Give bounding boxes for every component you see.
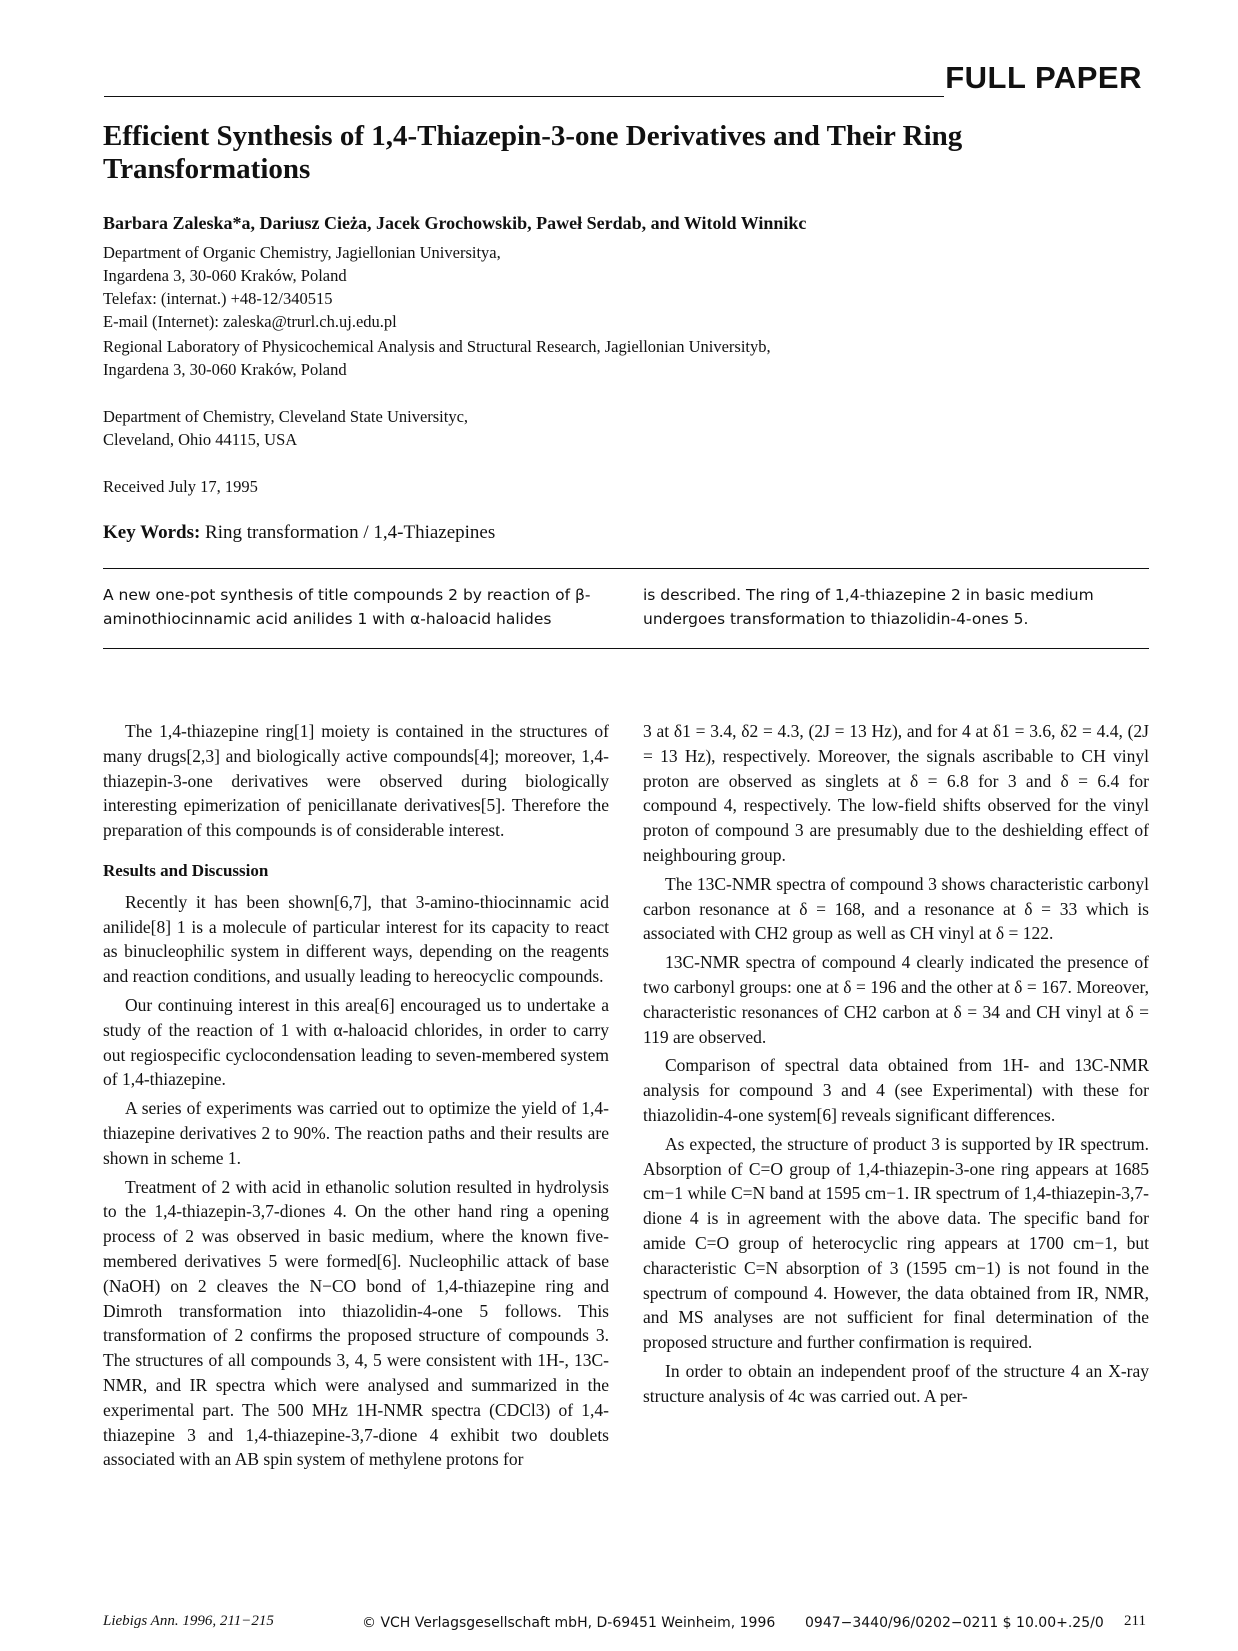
article-title: Efficient Synthesis of 1,4-Thiazepin-3-one Derivatives and Their Ring Transformations xyxy=(103,120,963,185)
paragraph: The 13C-NMR spectra of compound 3 shows characteristic carbonyl carbon resonance at δ = 168, and a resonance at δ = 33 which is associated with CH2 group as well as CH vinyl at δ = 122. xyxy=(643,873,1149,944)
affiliation-line: Cleveland, Ohio 44115, USA xyxy=(103,430,298,449)
paragraph: Treatment of 2 with acid in ethanolic solution resulted in hydrolysis to the 1,4-thiazepin-3,7-diones 4. On the other hand ring a opening process of 2 was observed in basic medium, where the known five-membered derivatives 5 were formed[6]. Nucleophilic attack of base (NaOH) on 2 cleaves the N−CO bond of 1,4-thiazepine ring and Dimroth transformation into thiazolidin-4-one 5 follows. This transformation of 2 confirms the proposed structure of compounds 3. The structures of all compounds 3, 4, 5 were consistent with 1H-, 13C-NMR, and IR spectra which were analysed and summarized in the experimental part. The 500 MHz 1H-NMR spectra (CDCl3) of 1,4-thiazepine 3 and 1,4-thiazepine-3,7-dione 4 exhibit two doublets associated with an AB spin system of methylene protons for xyxy=(103,1176,609,1470)
paragraph: Our continuing interest in this area[6] encouraged us to undertake a study of the reaction of 1 with α-haloacid chlorides, in order to carry out regiospecific cyclocondensation leading to seven-membered system of 1,4-thiazepine. xyxy=(103,994,609,1090)
affiliation-1 xyxy=(103,241,501,333)
affiliation-line: Regional Laboratory of Physicochemical Analysis and Structural Research, Jagiellonian Universityb, xyxy=(103,337,771,356)
footer-publisher: © VCH Verlagsgesellschaft mbH, D-69451 Weinheim, 1996 xyxy=(362,1615,776,1631)
section-tag: FULL PAPER xyxy=(945,60,1142,95)
keywords-label: Key Words: xyxy=(103,522,201,543)
body-left-column xyxy=(103,719,609,1472)
page-number: 211 xyxy=(1124,1613,1146,1629)
paragraph: Recently it has been shown[6,7], that 3-amino-thiocinnamic acid anilide[8] 1 is a molecule of particular interest for its capacity to react as binucleophilic system in different ways, depending on the reagents and reaction conditions, and usually leading to hereocyclic compounds. xyxy=(103,891,609,987)
affiliation-line: Department of Organic Chemistry, Jagiellonian Universitya, xyxy=(103,243,501,262)
section-heading: Results and Discussion xyxy=(103,860,269,880)
affiliation-line: Telefax: (internat.) +48-12/340515 xyxy=(103,289,333,308)
author-list: Barbara Zaleska*a, Dariusz Cieża, Jacek Grochowskib, Paweł Serdab, and Witold Winnikc xyxy=(103,213,807,233)
paragraph: In order to obtain an independent proof of the structure 4 an X-ray structure analysis of 4c was carried out. A per- xyxy=(643,1360,1149,1406)
affiliation-line: Ingardena 3, 30-060 Kraków, Poland xyxy=(103,266,347,285)
paragraph: As expected, the structure of product 3 is supported by IR spectrum. Absorption of C=O group of 1,4-thiazepin-3-one ring appears at 1685 cm−1 while C=N band at 1595 cm−1. IR spectrum of 1,4-thiazepin-3,7-dione 4 is in agreement with the above data. The specific band for amide C=O group of heterocyclic ring appears at 1700 cm−1, but characteristic C=N absorption of 3 (1595 cm−1) is not found in the spectrum of compound 4. However, the data obtained from IR, NMR, and MS analyses are not sufficient for final determination of the proposed structure and further confirmation is required. xyxy=(643,1133,1149,1353)
affiliation-line: E-mail (Internet): zaleska@trurl.ch.uj.edu.pl xyxy=(103,312,397,331)
keywords-text: Ring transformation / 1,4-Thiazepines xyxy=(205,522,496,543)
paragraph: Comparison of spectral data obtained from 1H- and 13C-NMR analysis for compound 3 and 4 (see Experimental) with these for thiazolidin-4-one system[6] reveals significant differences. xyxy=(643,1055,1149,1125)
received-date: Received July 17, 1995 xyxy=(103,477,258,496)
keywords xyxy=(103,522,495,544)
paragraph: 3 at δ1 = 3.4, δ2 = 4.3, (2J = 13 Hz), and for 4 at δ1 = 3.6, δ2 = 4.4, (2J = 13 Hz), respectively. Moreover, the signals ascribable to CH vinyl proton are observed as singlets at δ = 6.8 for 3 and δ = 6.4 for compound 4, respectively. The low-field shifts observed for the vinyl proton of compound 3 are presumably due to the deshielding effect of neighbouring group. xyxy=(643,721,1149,865)
paragraph: 13C-NMR spectra of compound 4 clearly indicated the presence of two carbonyl groups: one at δ = 196 and the other at δ = 167. Moreover, characteristic resonances of CH2 carbon at δ = 34 and CH vinyl at δ = 119 are observed. xyxy=(643,952,1149,1047)
affiliation-line: Ingardena 3, 30-060 Kraków, Poland xyxy=(103,360,347,379)
paragraph: The 1,4-thiazepine ring[1] moiety is contained in the structures of many drugs[2,3] and biologically active compounds[4]; moreover, 1,4-thiazepin-3-one derivatives were observed during biologically interesting epimerization of penicillanate derivatives[5]. Therefore the preparation of this compounds is of considerable interest. xyxy=(103,721,609,841)
footer-code: 0947−3440/96/0202−0211 $ 10.00+.25/0 xyxy=(805,1615,1104,1631)
affiliation-3 xyxy=(103,405,468,451)
abstract-top-rule xyxy=(103,568,1149,569)
abstract-left: A new one-pot synthesis of title compounds 2 by reaction of β-aminothiocinnamic acid anilides 1 with α-haloacid halides xyxy=(103,586,591,628)
affiliation-2 xyxy=(103,335,771,381)
abstract-bottom-rule xyxy=(103,648,1149,649)
affiliation-line: Department of Chemistry, Cleveland State Universityc, xyxy=(103,407,469,426)
abstract-right: is described. The ring of 1,4-thiazepine 2 in basic medium undergoes transformation to thiazolidin-4-ones 5. xyxy=(643,586,1094,628)
footer-journal: Liebigs Ann. 1996, 211−215 xyxy=(103,1613,274,1629)
body-right-column xyxy=(643,719,1149,1409)
header-rule xyxy=(104,96,944,97)
paragraph: A series of experiments was carried out to optimize the yield of 1,4-thiazepine derivatives 2 to 90%. The reaction paths and their results are shown in scheme 1. xyxy=(103,1098,609,1168)
